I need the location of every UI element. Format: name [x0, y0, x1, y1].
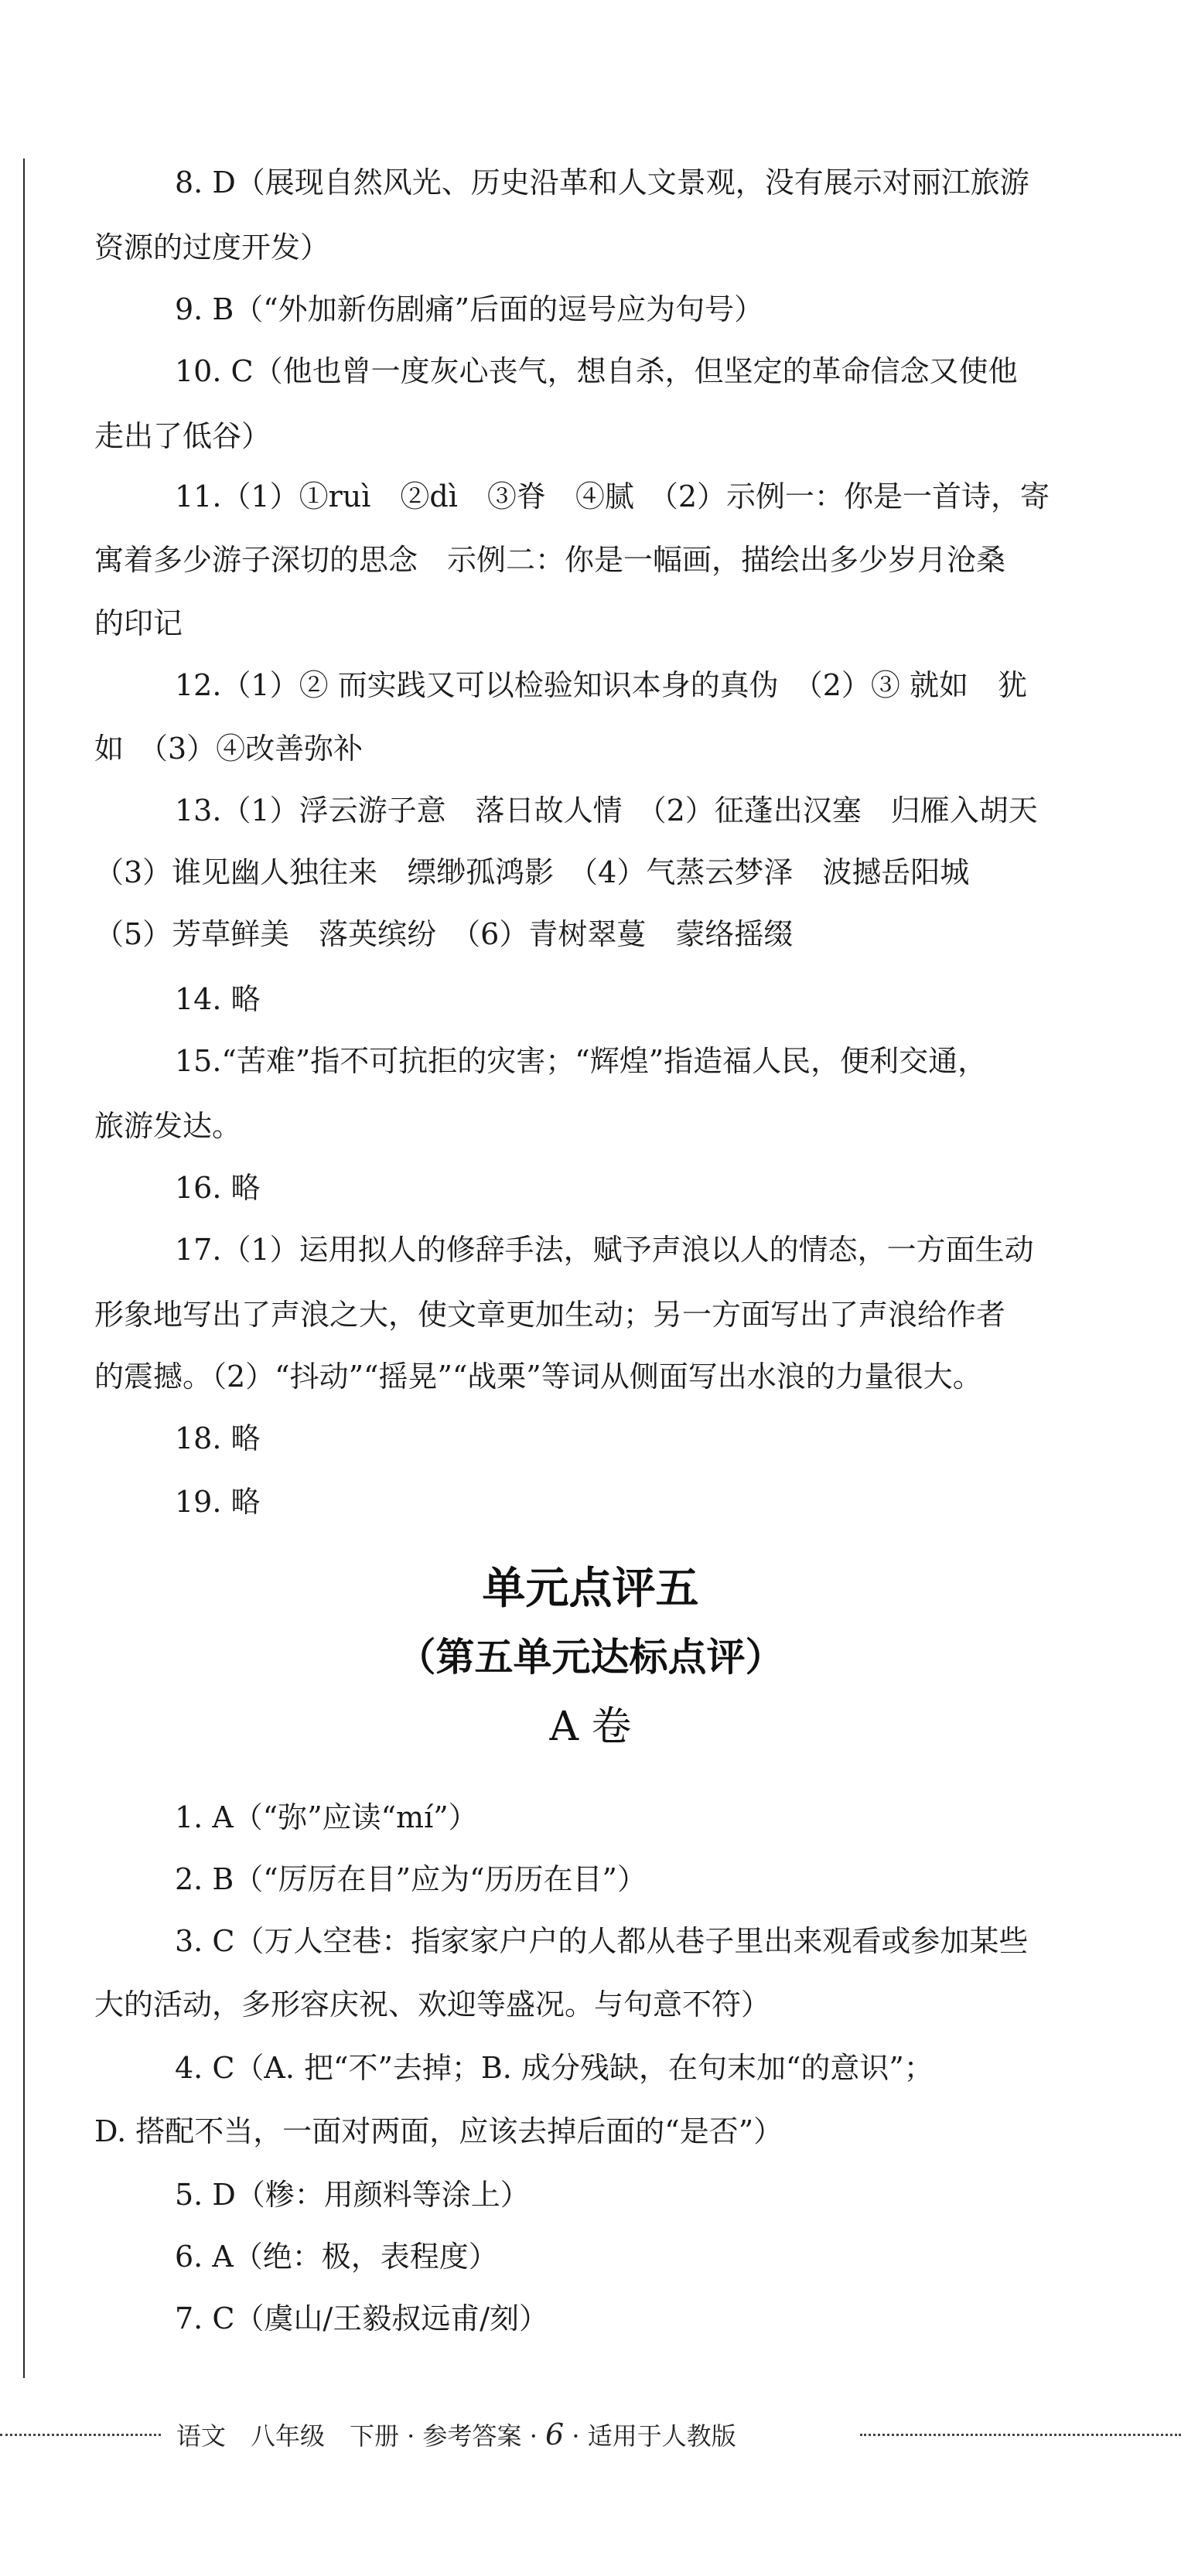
answer-line: D. 搭配不当，一面对两面，应该去掉后面的“是否”） [94, 2114, 783, 2148]
answer-line: 12.（1）② 而实践又可以检验知识本身的真伪 （2）③ 就如 犹 [175, 668, 1027, 702]
answer-line: 8. D（展现自然风光、历史沿革和人文景观，没有展示对丽江旅游 [175, 165, 1029, 200]
answer-line: 6. A（绝：极，表程度） [175, 2240, 498, 2274]
page-footer [0, 2411, 1181, 2458]
answer-line: 18. 略 [175, 1421, 261, 1455]
answer-line: 15.“苦难”指不可抗拒的灾害；“辉煌”指造福人民，便利交通， [175, 1044, 988, 1078]
page-number: 6 [545, 2417, 565, 2451]
section-part: A 卷 [549, 1704, 632, 1750]
footer-edition: · 适用于人教版 [572, 2421, 736, 2451]
answer-line: 2. B（“厉厉在目”应为“历历在目”） [175, 1862, 647, 1896]
section-title: 单元点评五 [482, 1564, 699, 1614]
answer-line: 走出了低谷） [94, 419, 271, 453]
answer-line: 16. 略 [175, 1171, 261, 1205]
section-subtitle: （第五单元达标点评） [397, 1635, 784, 1680]
answer-line: 17.（1）运用拟人的修辞手法，赋予声浪以人的情态，一方面生动 [175, 1233, 1034, 1267]
footer-dotted-rule [0, 2434, 161, 2436]
answer-line: （3）谁见幽人独往来 缥缈孤鸿影 （4）气蒸云梦泽 波撼岳阳城 [94, 855, 970, 889]
answer-line: 14. 略 [175, 982, 261, 1016]
left-margin-rule [23, 159, 25, 2378]
answer-line: 如 （3）④改善弥补 [94, 732, 364, 766]
answer-line: 1. A（“弥”应读“mí”） [175, 1800, 478, 1834]
answer-line: 3. C（万人空巷：指家家户户的人都从巷子里出来观看或参加某些 [175, 1924, 1029, 1958]
footer-dotted-rule [860, 2434, 1181, 2436]
answer-line: 10. C（他也曾一度灰心丧气，想自杀，但坚定的革命信念又使他 [175, 354, 1018, 388]
answer-line: （5）芳草鲜美 落英缤纷 （6）青树翠蔓 蒙络摇缀 [94, 917, 794, 951]
answer-line: 11.（1）①ruì ②dì ③脊 ④腻 （2）示例一：你是一首诗，寄 [175, 479, 1050, 513]
answer-line: 19. 略 [175, 1485, 261, 1519]
answer-line: 5. D（糁：用颜料等涂上） [175, 2178, 530, 2212]
answer-line: 的震撼。（2）“抖动”“摇晃”“战栗”等词从侧面写出水浪的力量很大。 [94, 1360, 982, 1394]
footer-text [176, 2416, 736, 2455]
answer-line: 9. B（“外加新伤剧痛”后面的逗号应为句号） [175, 292, 764, 326]
answer-line: 旅游发达。 [94, 1109, 242, 1143]
answer-line: 13.（1）浮云游子意 落日故人情 （2）征蓬出汉塞 归雁入胡天 [175, 793, 1038, 827]
answer-line: 4. C（A. 把“不”去掉；B. 成分残缺，在句末加“的意识”； [175, 2051, 934, 2085]
answer-line: 7. C（虞山/王毅叔远甫/刻） [175, 2301, 549, 2335]
answer-line: 资源的过度开发） [94, 230, 330, 264]
footer-book-info: 语文 八年级 下册 · 参考答案 · [176, 2421, 538, 2451]
answer-line: 大的活动，多形容庆祝、欢迎等盛况。与句意不符） [94, 1987, 771, 2022]
answer-line: 寓着多少游子深切的思念 示例二：你是一幅画，描绘出多少岁月沧桑 [94, 543, 1006, 577]
answer-line: 形象地写出了声浪之大，使文章更加生动；另一方面写出了声浪给作者 [94, 1298, 1006, 1332]
answer-line: 的印记 [94, 606, 183, 640]
